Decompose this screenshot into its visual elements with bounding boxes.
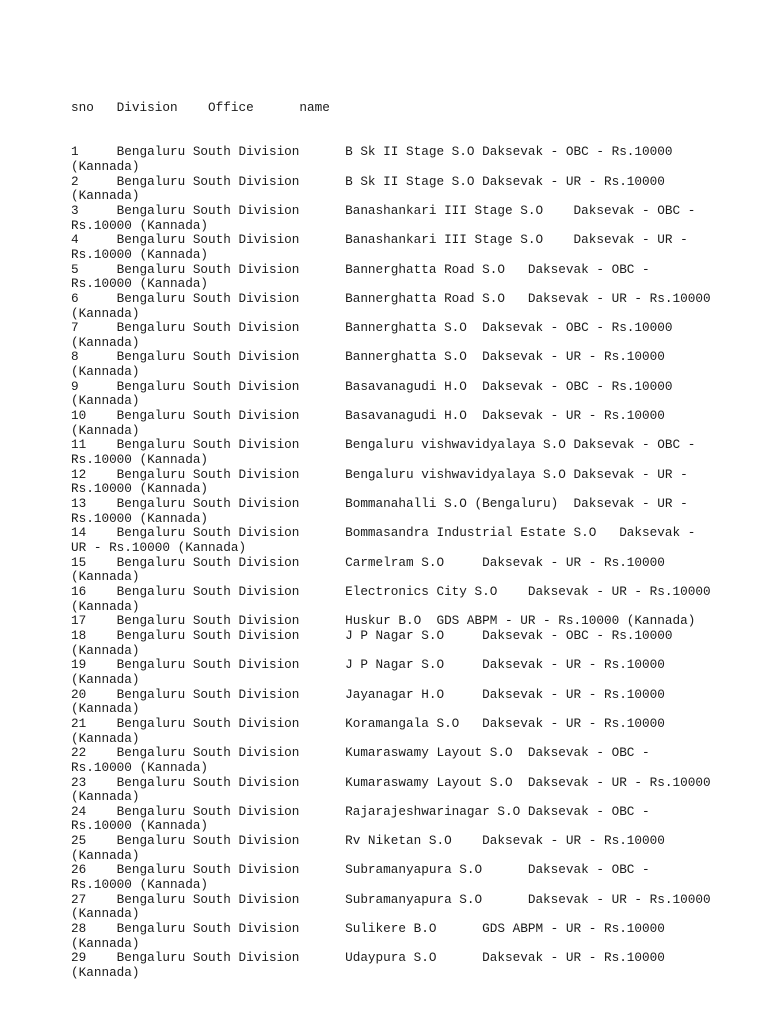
- table-row: 16 Bengaluru South Division Electronics City S.O Daksevak - UR - Rs.10000 (Kannada): [71, 583, 719, 614]
- table-row: 27 Bengaluru South Division Subramanyapura S.O Daksevak - UR - Rs.10000 (Kannada): [71, 891, 719, 922]
- table-rows: [71, 144, 719, 981]
- table-row: 19 Bengaluru South Division J P Nagar S.O Daksevak - UR - Rs.10000 (Kannada): [71, 657, 673, 687]
- table-row: 2 Bengaluru South Division B Sk II Stage S.O Daksevak - UR - Rs.10000 (Kannada): [71, 173, 673, 204]
- table-row: 9 Bengaluru South Division Basavanagudi H.O Daksevak - OBC - Rs.10000 (Kannada): [71, 378, 681, 409]
- table-row: 12 Bengaluru South Division Bengaluru vishwavidyalaya S.O Daksevak - UR - Rs.10000 (Kannada): [71, 466, 696, 497]
- table-row: 22 Bengaluru South Division Kumaraswamy Layout S.O Daksevak - OBC - Rs.10000 (Kannada): [71, 745, 658, 775]
- table-row: 28 Bengaluru South Division Sulikere B.O GDS ABPM - UR - Rs.10000 (Kannada): [71, 921, 673, 951]
- table-row: 23 Bengaluru South Division Kumaraswamy Layout S.O Daksevak - UR - Rs.10000 (Kannada): [71, 774, 719, 805]
- table-row: 7 Bengaluru South Division Bannerghatta S.O Daksevak - OBC - Rs.10000 (Kannada): [71, 320, 681, 350]
- document-body: [71, 72, 719, 995]
- table-row: 8 Bengaluru South Division Bannerghatta S.O Daksevak - UR - Rs.10000 (Kannada): [71, 349, 673, 380]
- table-row: 26 Bengaluru South Division Subramanyapura S.O Daksevak - OBC - Rs.10000 (Kannada): [71, 862, 658, 893]
- table-row: 29 Bengaluru South Division Udaypura S.O Daksevak - UR - Rs.10000 (Kannada): [71, 950, 673, 981]
- table-row: 1 Bengaluru South Division B Sk II Stage S.O Daksevak - OBC - Rs.10000 (Kannada): [71, 144, 681, 174]
- table-row: 17 Bengaluru South Division Huskur B.O GDS ABPM - UR - Rs.10000 (Kannada): [71, 613, 696, 629]
- table-row: 21 Bengaluru South Division Koramangala S.O Daksevak - UR - Rs.10000 (Kannada): [71, 715, 673, 746]
- table-row: 4 Bengaluru South Division Banashankari III Stage S.O Daksevak - UR - Rs.10000 (Kannada): [71, 232, 696, 262]
- table-row: 25 Bengaluru South Division Rv Niketan S.O Daksevak - UR - Rs.10000 (Kannada): [71, 833, 673, 863]
- table-row: 10 Bengaluru South Division Basavanagudi H.O Daksevak - UR - Rs.10000 (Kannada): [71, 408, 673, 438]
- table-row: 15 Bengaluru South Division Carmelram S.O Daksevak - UR - Rs.10000 (Kannada): [71, 554, 673, 585]
- table-row: 6 Bengaluru South Division Bannerghatta Road S.O Daksevak - UR - Rs.10000 (Kannada): [71, 290, 719, 321]
- table-row: 20 Bengaluru South Division Jayanagar H.O Daksevak - UR - Rs.10000 (Kannada): [71, 686, 673, 717]
- table-row: 3 Bengaluru South Division Banashankari III Stage S.O Daksevak - OBC - Rs.10000 (Kannada): [71, 202, 703, 233]
- table-row: 14 Bengaluru South Division Bommasandra Industrial Estate S.O Daksevak - UR - Rs.10000 (Kannada): [71, 525, 703, 555]
- table-header: sno Division Office name: [71, 100, 330, 116]
- table-row: 18 Bengaluru South Division J P Nagar S.O Daksevak - OBC - Rs.10000 (Kannada): [71, 627, 681, 658]
- table-row: 11 Bengaluru South Division Bengaluru vishwavidyalaya S.O Daksevak - OBC - Rs.10000 (Kannada): [71, 437, 703, 468]
- table-row: 13 Bengaluru South Division Bommanahalli S.O (Bengaluru) Daksevak - UR - Rs.10000 (Kannada): [71, 496, 696, 526]
- table-row: 5 Bengaluru South Division Bannerghatta Road S.O Daksevak - OBC - Rs.10000 (Kannada): [71, 261, 658, 292]
- table-row: 24 Bengaluru South Division Rajarajeshwarinagar S.O Daksevak - OBC - Rs.10000 (Kannada): [71, 803, 658, 834]
